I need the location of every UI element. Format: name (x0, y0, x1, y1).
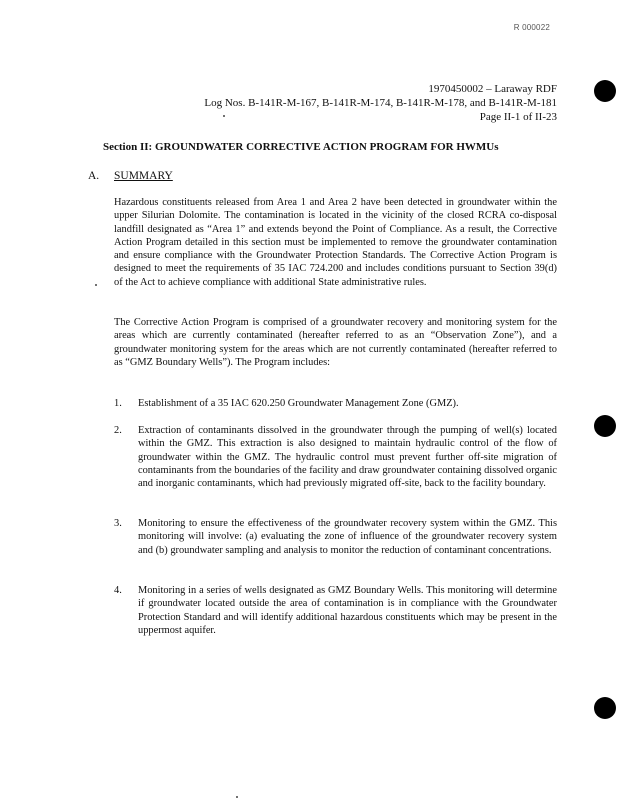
summary-paragraph-2: The Corrective Action Program is comprised of a groundwater recovery and monitoring system for the areas which are currently contaminated (hereafter referred to as an “Observation Zone”), and a groundwater monitoring system for the areas which are not currently contaminated (hereafter referred to as “GMZ Boundary Wells”). The Program includes: (114, 317, 557, 368)
scan-speck (236, 796, 238, 798)
scan-speck (223, 115, 225, 117)
header-facility-id: 1970450002 – Laraway RDF (428, 83, 557, 95)
program-list-item (114, 424, 557, 490)
header-log-numbers: Log Nos. B-141R-M-167, B-141R-M-174, B-141R-M-178, and B-141R-M-181 (204, 97, 557, 109)
list-item-text: Monitoring to ensure the effectiveness of the groundwater recovery system within the GMZ. This monitoring will involve: (a) evaluating the zone of influence of the groundwater recovery system and (b) groundwater sampling and analysis to monitor the reduction of contaminant concentrations. (138, 518, 557, 556)
list-item-text: Extraction of contaminants dissolved in the groundwater through the pumping of well(s) located within the GMZ. This extraction is also designed to maintain hydraulic control of the flow of groundwater within the GMZ. The hydraulic control must prevent further off-site migration of contaminants from the boundaries of the facility and draw groundwater containing dissolved organic and inorganic contaminants, which had previously migrated off-site, back to the facility boundary. (138, 425, 557, 490)
binder-hole-top (594, 80, 616, 102)
bates-number: R 000022 (513, 23, 550, 32)
binder-hole-bottom (594, 697, 616, 719)
header-page-number: Page II-1 of II-23 (479, 111, 557, 123)
subsection-letter: A. (88, 170, 100, 182)
document-header (204, 82, 557, 124)
subsection-heading (88, 170, 173, 182)
program-list-item (114, 397, 557, 410)
binder-hole-middle (594, 415, 616, 437)
list-item-text: Establishment of a 35 IAC 620.250 Groundwater Management Zone (GMZ). (138, 398, 459, 409)
section-title: Section II: GROUNDWATER CORRECTIVE ACTION PROGRAM FOR HWMUs (103, 141, 499, 153)
scan-speck (95, 284, 97, 286)
list-item-number: 3. (114, 518, 122, 529)
list-item-number: 1. (114, 398, 122, 409)
list-item-number: 4. (114, 585, 122, 596)
list-item-number: 2. (114, 425, 122, 436)
list-item-text: Monitoring in a series of wells designated as GMZ Boundary Wells. This monitoring will determine if groundwater located outside the area of contamination is in compliance with the Groundwater Protection Standard and will identify additional hazardous constituents which may be present in the uppermost aquifer. (138, 585, 557, 636)
subsection-title: SUMMARY (114, 170, 173, 182)
program-list-item (114, 517, 557, 557)
summary-paragraph-1: Hazardous constituents released from Area 1 and Area 2 have been detected in groundwater within the upper Silurian Dolomite. The contamination is located in the vicinity of the closed RCRA co-disposal landfill designated as “Area 1” and extends beyond the Point of Compliance. As a result, the Corrective Action Program detailed in this section must be implemented to remove the groundwater contamination and ensure compliance with the Groundwater Protection Standards. The Corrective Action Program is designed to meet the requirements of 35 IAC 724.200 and includes conditions pursuant to Section 39(d) of the Act to achieve compliance with additional State administrative rules. (114, 197, 557, 288)
program-list-item (114, 584, 557, 637)
